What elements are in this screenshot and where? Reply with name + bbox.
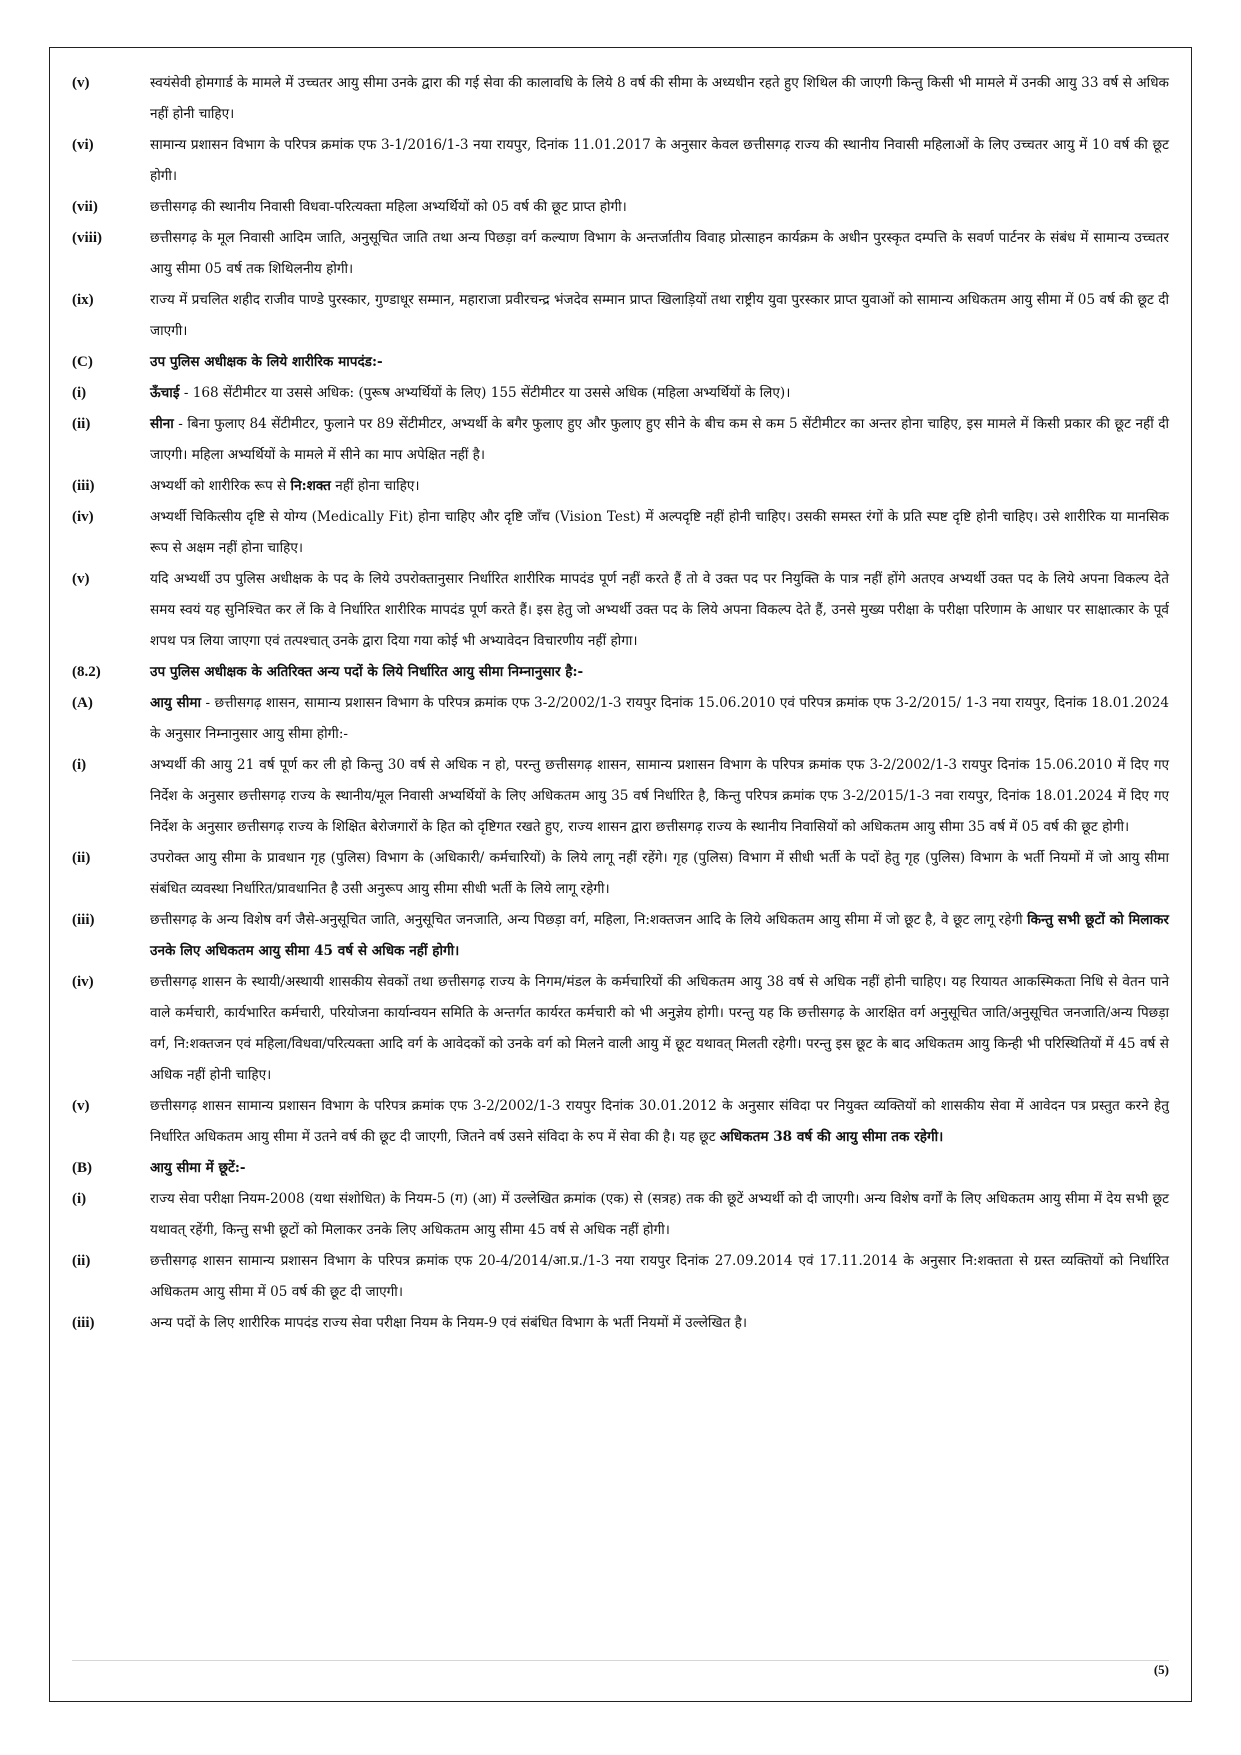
clause-text-part: अभ्यर्थी की आयु 21 वर्ष पूर्ण कर ली हो किन्तु 30 वर्ष से अधिक न हो, परन्तु छत्तीसगढ़ शासन, सामान्य प्रशासन विभाग के परिपत्र क्रमांक एफ 3-2/2002/1-3 रायपुर दिनांक 15.06.2010 में दिए गए निर्देश के अनुसार छत्तीसगढ़ राज्य के स्थानीय/मूल निवासी अभ्यर्थियों के लिए अधिकतम आयु 35 वर्ष निर्धारित है, किन्तु परिपत्र क्रमांक एफ 3-2/2015/1-3 नवा रायपुर, दिनांक 18.01.2024 में दिए गए निर्देश के अनुसार छत्तीसगढ़ राज्य के शिक्षित बेरोजगारों के हित को दृष्टिगत रखते हुए, राज्य शासन द्वारा छत्तीसगढ़ राज्य के स्थानीय निवासियों को अधिकतम आयु सीमा 35 वर्ष में 05 वर्ष की छूट होगी। — [150, 757, 1169, 835]
clause-number: (ii) — [72, 1253, 91, 1269]
clause-item — [72, 905, 1169, 967]
clause-item — [72, 967, 1169, 1091]
clause-number: (i) — [72, 385, 87, 401]
clause-number: (A) — [72, 695, 93, 711]
footer-rule — [72, 1660, 1169, 1661]
document-body — [72, 68, 1169, 1339]
clause-item — [72, 564, 1169, 657]
clause-text-part: सामान्य प्रशासन विभाग के परिपत्र क्रमांक एफ 3-1/2016/1-3 नया रायपुर, दिनांक 11.01.2017 के अनुसार केवल छत्तीसगढ़ राज्य की स्थानीय निवासी महिलाओं के लिए उच्चतर आयु में 10 वर्ष की छूट होगी। — [150, 137, 1169, 184]
clause-text — [150, 1184, 1169, 1246]
clause-text-part: - 168 सेंटीमीटर या उससे अधिक: (पुरूष अभ्यर्थियों के लिए) 155 सेंटीमीटर या उससे अधिक (महिला अभ्यर्थियों के लिए)। — [179, 385, 791, 401]
clause-text — [150, 471, 1169, 502]
clause-text-bold: किन्तु सभी छूटों को मिलाकर उनके लिए अधिकतम आयु सीमा 45 वर्ष से अधिक नहीं होगी। — [150, 912, 1169, 959]
clause-text-bold: नि:शक्त — [290, 478, 331, 494]
clause-text — [150, 750, 1169, 843]
clause-item — [72, 471, 1169, 502]
clause-text-part: अन्य पदों के लिए शारीरिक मापदंड राज्य सेवा परीक्षा नियम के नियम-9 एवं संबंधित विभाग के भर्ती नियमों में उल्लेखित है। — [150, 1315, 748, 1331]
clause-item — [72, 750, 1169, 843]
clause-number: (B) — [72, 1160, 92, 1176]
clause-text-part: स्वयंसेवी होमगार्ड के मामले में उच्चतर आयु सीमा उनके द्वारा की गई सेवा की कालावधि के लिये 8 वर्ष की सीमा के अध्यधीन रहते हुए शिथिल की जाएगी किन्तु किसी भी मामले में उनकी आयु 33 वर्ष से अधिक नहीं होनी चाहिए। — [150, 75, 1169, 122]
clause-item — [72, 285, 1169, 347]
clause-number: (ix) — [72, 292, 94, 308]
clause-text — [150, 285, 1169, 347]
clause-text-part: - बिना फुलाए 84 सेंटीमीटर, फुलाने पर 89 सेंटीमीटर, अभ्यर्थी के बगैर फुलाए हुए और फुलाए हुए सीने के बीच कम से कम 5 सेंटीमीटर का अन्तर होना चाहिए, इस मामले में किसी प्रकार की छूट नहीं दी जाएगी। महिला अभ्यर्थियों के मामले में सीने का माप अपेक्षित नहीं है। — [150, 416, 1169, 463]
clause-item — [72, 192, 1169, 223]
clause-number: (iii) — [72, 478, 95, 494]
clause-number: (vii) — [72, 199, 98, 215]
clause-text — [150, 564, 1169, 657]
clause-item — [72, 1308, 1169, 1339]
clause-text-part: छत्तीसगढ़ शासन सामान्य प्रशासन विभाग के परिपत्र क्रमांक एफ 3-2/2002/1-3 रायपुर दिनांक 30.01.2012 के अनुसार संविदा पर नियुक्त व्यक्तियों को शासकीय सेवा में आवेदन पत्र प्रस्तुत करने हेतु निर्धारित अधिकतम आयु सीमा में उतने वर्ष की छूट दी जाएगी, जितने वर्ष उसने संविदा के रुप में सेवा की है। यह छूट — [150, 1098, 1169, 1145]
clause-text-bold: अधिकतम 38 वर्ष की आयु सीमा तक रहेगी। — [719, 1129, 944, 1145]
clause-item — [72, 502, 1169, 564]
clause-text-part: छत्तीसगढ़ के मूल निवासी आदिम जाति, अनुसूचित जाति तथा अन्य पिछड़ा वर्ग कल्याण विभाग के अन्तर्जातीय विवाह प्रोत्साहन कार्यक्रम के अधीन पुरस्कृत दम्पत्ति के सवर्ण पार्टनर के संबंध में सामान्य उच्चतर आयु सीमा 05 वर्ष तक शिथिलनीय होगी। — [150, 230, 1169, 277]
clause-item — [72, 657, 1169, 688]
clause-text-part: यदि अभ्यर्थी उप पुलिस अधीक्षक के पद के लिये उपरोक्तानुसार निर्धारित शारीरिक मापदंड पूर्ण नहीं करते हैं तो वे उक्त पद पर नियुक्ति के पात्र नहीं होंगे अतएव अभ्यर्थी उक्त पद के लिये अपना विकल्प देते समय स्वयं यह सुनिश्चित कर लें कि वे निर्धारित शारीरिक मापदंड पूर्ण करते हैं। इस हेतु जो अभ्यर्थी उक्त पद के लिये अपना विकल्प देते हैं, उनसे मुख्य परीक्षा के परीक्षा परिणाम के आधार पर साक्षात्कार के पूर्व शपथ पत्र लिया जाएगा एवं तत्पश्चात् उनके द्वारा दिया गया कोई भी अभ्यावेदन विचारणीय नहीं होगा। — [150, 571, 1169, 649]
clause-item — [72, 223, 1169, 285]
clause-item — [72, 378, 1169, 409]
clause-item — [72, 1153, 1169, 1184]
clause-number: (viii) — [72, 230, 102, 246]
clause-text — [150, 502, 1169, 564]
clause-text-bold: ऊँचाई — [150, 385, 180, 401]
clause-item — [72, 1246, 1169, 1308]
clause-number: (v) — [72, 75, 90, 91]
clause-number: (iv) — [72, 509, 94, 525]
clause-item — [72, 1184, 1169, 1246]
clause-text — [150, 347, 1169, 378]
clause-number: (iii) — [72, 912, 95, 928]
clause-text — [150, 1153, 1169, 1184]
clause-text — [150, 130, 1169, 192]
clause-number: (iv) — [72, 974, 94, 990]
clause-text-part: नहीं होना चाहिए। — [330, 478, 420, 494]
clause-number: (ii) — [72, 416, 91, 432]
clause-text-part: छत्तीसगढ़ के अन्य विशेष वर्ग जैसे-अनुसूचित जाति, अनुसूचित जनजाति, अन्य पिछड़ा वर्ग, महिला, नि:शक्तजन आदि के लिये अधिकतम आयु सीमा में जो छूट है, वे छूट लागू रहेगी — [150, 912, 1028, 928]
clause-number: (v) — [72, 1098, 90, 1114]
clause-text — [150, 192, 1169, 223]
clause-text-part: राज्य में प्रचलित शहीद राजीव पाण्डे पुरस्कार, गुण्डाधूर सम्मान, महाराजा प्रवीरचन्द्र भंजदेव सम्मान प्राप्त खिलाड़ियों तथा राष्ट्रीय युवा पुरस्कार प्राप्त युवाओं को सामान्य अधिकतम आयु सीमा में 05 वर्ष की छूट दी जाएगी। — [150, 292, 1169, 339]
clause-item — [72, 409, 1169, 471]
clause-number: (ii) — [72, 850, 91, 866]
clause-text-part: उपरोक्त आयु सीमा के प्रावधान गृह (पुलिस) विभाग के (अधिकारी/ कर्मचारियों) के लिये लागू नहीं रहेंगे। गृह (पुलिस) विभाग में सीधी भर्ती के पदों हेतु गृह (पुलिस) विभाग के भर्ती नियमों में जो आयु सीमा संबंधित व्यवस्था निर्धारित/प्रावधानित है उसी अनुरूप आयु सीमा सीधी भर्ती के लिये लागू रहेगी। — [150, 850, 1169, 897]
clause-item — [72, 130, 1169, 192]
clause-text — [150, 68, 1169, 130]
clause-text — [150, 657, 1169, 688]
clause-number: (v) — [72, 571, 90, 587]
clause-text-bold: आयु सीमा में छूटें:- — [150, 1160, 246, 1176]
clause-text — [150, 1308, 1169, 1339]
clause-text-bold: उप पुलिस अधीक्षक के अतिरिक्त अन्य पदों के लिये निर्धारित आयु सीमा निम्नानुसार है:- — [150, 664, 584, 680]
clause-text-bold: उप पुलिस अधीक्षक के लिये शारीरिक मापदंड:- — [150, 354, 383, 370]
clause-text-part: अभ्यर्थी को शारीरिक रूप से — [150, 478, 291, 494]
clause-number: (C) — [72, 354, 93, 370]
clause-text-part: छत्तीसगढ़ शासन सामान्य प्रशासन विभाग के परिपत्र क्रमांक एफ 20-4/2014/आ.प्र./1-3 नया रायपुर दिनांक 27.09.2014 एवं 17.11.2014 के अनुसार नि:शक्तता से ग्रस्त व्यक्तियों को निर्धारित अधिकतम आयु सीमा में 05 वर्ष की छूट दी जाएगी। — [150, 1253, 1169, 1300]
clause-text — [150, 378, 1169, 409]
clause-text-bold: सीना — [150, 416, 174, 432]
clause-number: (8.2) — [72, 664, 101, 680]
clause-item — [72, 1091, 1169, 1153]
clause-text-part: अभ्यर्थी चिकित्सीय दृष्टि से योग्य (Medically Fit) होना चाहिए और दृष्टि जाँच (Vision Test) में अल्पदृष्टि नहीं होनी चाहिए। उसकी समस्त रंगों के प्रति स्पष्ट दृष्टि होनी चाहिए। उसे शारीरिक या मानसिक रूप से अक्षम नहीं होना चाहिए। — [150, 509, 1169, 556]
clause-text — [150, 688, 1169, 750]
clause-text — [150, 967, 1169, 1091]
clause-number: (vi) — [72, 137, 94, 153]
clause-item — [72, 347, 1169, 378]
clause-item — [72, 843, 1169, 905]
page-number: (5) — [1153, 1662, 1169, 1677]
clause-text — [150, 223, 1169, 285]
clause-text-part: छत्तीसगढ़ शासन के स्थायी/अस्थायी शासकीय सेवकों तथा छत्तीसगढ़ राज्य के निगम/मंडल के कर्मचारियों की अधिकतम आयु 38 वर्ष से अधिक नहीं होनी चाहिए। यह रियायत आकस्मिकता निधि से वेतन पाने वाले कर्मचारी, कार्यभारित कर्मचारी, परियोजना कार्यान्वयन समिति के अन्तर्गत कार्यरत कर्मचारी को भी अनुज्ञेय होगी। परन्तु यह कि छत्तीसगढ़ के आरक्षित वर्ग अनुसूचित जाति/अनुसूचित जनजाति/अन्य पिछड़ा वर्ग, नि:शक्तजन एवं महिला/विधवा/परित्यक्ता आदि वर्ग के आवेदकों को उनके वर्ग को मिलने वाली आयु में छूट यथावत् मिलती रहेगी। परन्तु इस छूट के बाद अधिकतम आयु किन्ही भी परिस्थितियों में 45 वर्ष से अधिक नहीं होनी चाहिए। — [150, 974, 1169, 1083]
clause-number: (i) — [72, 757, 87, 773]
clause-text-part: - छत्तीसगढ़ शासन, सामान्य प्रशासन विभाग के परिपत्र क्रमांक एफ 3-2/2002/1-3 रायपुर दिनांक 15.06.2010 एवं परिपत्र क्रमांक एफ 3-2/2015/ 1-3 नया रायपुर, दिनांक 18.01.2024 के अनुसार निम्नानुसार आयु सीमा होगी:- — [150, 695, 1170, 742]
clause-item — [72, 68, 1169, 130]
clause-text — [150, 843, 1169, 905]
clause-number: (i) — [72, 1191, 87, 1207]
clause-text — [150, 1246, 1169, 1308]
clause-text — [150, 905, 1169, 967]
clause-text — [150, 1091, 1169, 1153]
clause-text-bold: आयु सीमा — [150, 695, 202, 711]
clause-item — [72, 688, 1169, 750]
clause-text — [150, 409, 1169, 471]
clause-text-part: छत्तीसगढ़ की स्थानीय निवासी विधवा-परित्यक्ता महिला अभ्यर्थियों को 05 वर्ष की छूट प्राप्त होगी। — [150, 199, 627, 215]
clause-text-part: राज्य सेवा परीक्षा नियम-2008 (यथा संशोधित) के नियम-5 (ग) (आ) में उल्लेखित क्रमांक (एक) से (सत्रह) तक की छूटें अभ्यर्थी को दी जाएगी। अन्य विशेष वर्गों के लिए अधिकतम आयु सीमा में देय सभी छूट यथावत् रहेंगी, किन्तु सभी छूटों को मिलाकर उनके लिए अधिकतम आयु सीमा 45 वर्ष से अधिक नहीं होगी। — [150, 1191, 1169, 1238]
clause-number: (iii) — [72, 1315, 95, 1331]
page-border — [49, 47, 1192, 1702]
